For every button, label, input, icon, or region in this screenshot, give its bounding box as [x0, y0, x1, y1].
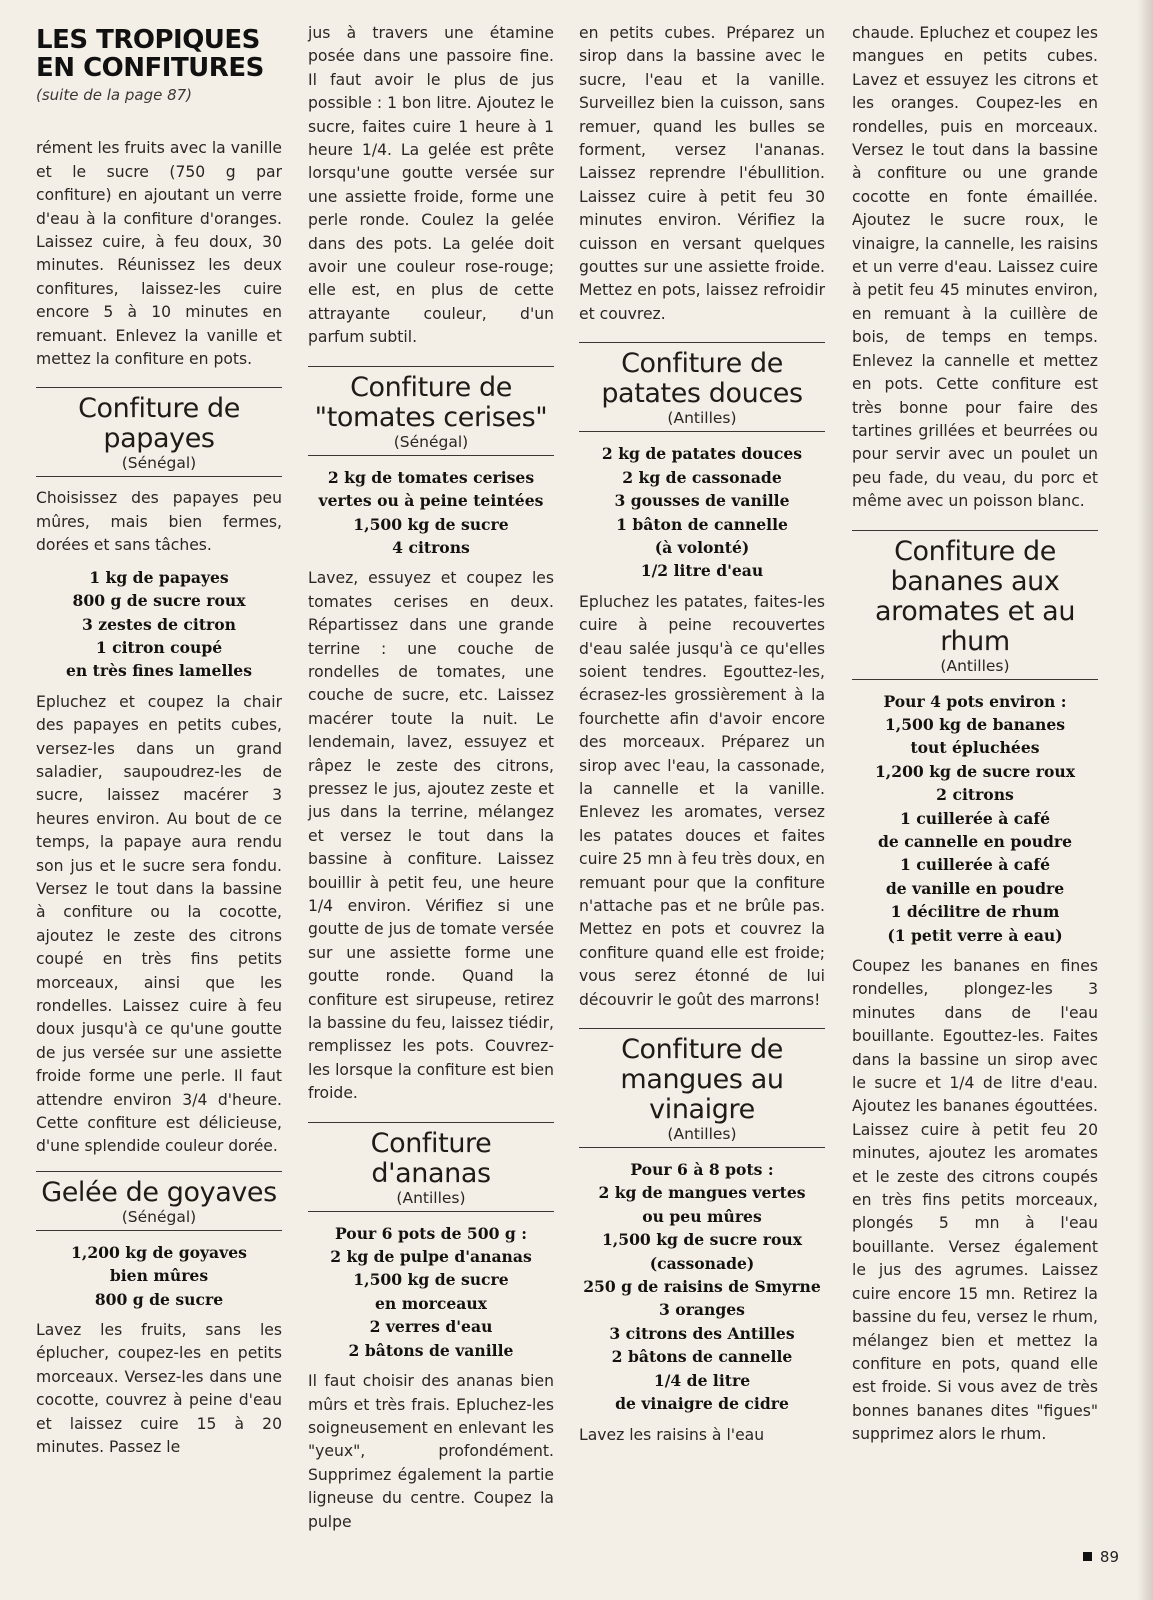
ingredient-line: 3 oranges: [659, 1300, 745, 1320]
recipe-origin: (Antilles): [940, 656, 1010, 675]
ingredient-line: bien mûres: [109, 1266, 209, 1286]
ingredient-list-ananas: [308, 1222, 554, 1362]
ingredient-line: 1 citron coupé: [95, 637, 223, 657]
recipe-origin: (Antilles): [667, 409, 737, 428]
section-divider: [36, 387, 282, 388]
ingredient-line: de vinaigre de cidre: [615, 1394, 789, 1414]
ingredient-line: 1,500 kg de sucre roux: [601, 1230, 803, 1250]
ingredient-line: 2 kg de pulpe d'ananas: [330, 1247, 532, 1267]
ingredient-line: 3 zestes de citron: [82, 614, 236, 634]
recipe-text-continued: chaude. Epluchez et coupez les mangues en petits cubes. Lavez et essuyez les citrons et les oranges. Coupez-les en rondelles, puis en morceaux. Versez le tout dans la bassine à confiture ou une grande cocotte en fonte émaillée. Ajoutez le sucre roux, le vinaigre, la cannelle, les raisins et un verre d'eau. Laissez cuire à petit feu 45 minutes environ, en remuant à la cuillère de bois, de temps en temps. Enlevez la cannelle et mettez en pots. Cette confiture est très bonne pour faire des tartines grillées et beurrées ou pour servir avec un poulet un peu fade, du veau, du porc et même avec un poisson blanc.: [852, 24, 1098, 511]
ingredient-line: 2 kg de mangues vertes: [598, 1183, 806, 1203]
page-edge-shadow: [1137, 0, 1153, 1600]
recipe-origin: (Antilles): [396, 1188, 466, 1207]
recipe-title-bananes: Confiture de bananes aux aromates et au rhum: [874, 535, 1076, 657]
end-square-icon: [1083, 1552, 1092, 1561]
ingredient-list-mangues: [579, 1158, 825, 1415]
ingredient-line: 800 g de sucre roux: [72, 591, 246, 611]
column-2: [308, 22, 554, 1534]
title-divider: [308, 1211, 554, 1212]
ingredient-line: 1 cuillerée à café: [899, 855, 1051, 875]
ingredient-line: vertes ou à peine teintées: [318, 491, 544, 511]
ingredient-line: 1,200 kg de sucre roux: [874, 761, 1076, 781]
ingredient-line: (1 petit verre à eau): [887, 925, 1063, 945]
ingredient-line: tout épluchées: [910, 738, 1040, 758]
column-1: [36, 26, 282, 1460]
ingredient-list-patates: [579, 442, 825, 582]
ingredient-line: 1 décilitre de rhum: [890, 902, 1060, 922]
section-divider: [36, 1171, 282, 1172]
ingredient-line: 3 citrons des Antilles: [609, 1323, 795, 1343]
title-divider: [579, 431, 825, 432]
ingredient-line: 1/4 de litre: [653, 1370, 751, 1390]
recipe-origin: (Sénégal): [121, 1207, 197, 1226]
recipe-origin: (Sénégal): [121, 454, 197, 473]
ingredient-list-goyaves: [36, 1241, 282, 1311]
section-divider: [308, 1122, 554, 1123]
ingredient-line: 800 g de sucre: [94, 1289, 224, 1309]
section-divider: [579, 342, 825, 343]
recipe-text: Epluchez et coupez la chair des papayes en petits cubes, versez-les dans un grand saladier, saupoudrez-les de sucre, laissez macérer 3 heures environ. Au bout de ce temps, la papaye aura rendu son jus et le sucre sera fondu. Versez le tout dans la bassine à confiture ou la cocotte, ajoutez le zeste des citrons coupé en très fins petits morceaux, ainsi que les rondelles. Laissez cuire à feu doux jusqu'à ce qu'une goutte de jus versée sur une assiette froide forme une perle. Il faut attendre environ 3/4 d'heure. Cette confiture est délicieuse, d'une splendide couleur dorée.: [36, 692, 282, 1156]
title-divider: [36, 1230, 282, 1231]
recipe-origin: (Antilles): [667, 1125, 737, 1144]
title-divider: [36, 476, 282, 477]
ingredient-line: 250 g de raisins de Smyrne: [583, 1277, 821, 1297]
ingredient-list-papayes: [36, 566, 282, 683]
ingredient-list-tomates: [308, 466, 554, 560]
section-divider: [579, 1028, 825, 1029]
ingredient-line: Pour 4 pots environ :: [883, 691, 1067, 711]
ingredient-line: 2 verres d'eau: [369, 1317, 493, 1337]
recipe-text: Coupez les bananes en fines rondelles, plongez-les 3 minutes dans de l'eau bouillante. Egouttez-les. Faites dans la bassine un sirop avec le sucre et 1/4 de litre d'eau. Ajoutez les bananes égouttées. Laissez cuire à petit feu 20 minutes, ajoutez les aromates et le zeste des citrons coupés en très fins petits morceaux, plongés 5 mn à l'eau bouillante. Versez également le jus des agrumes. Laissez cuire encore 15 mn. Retirez la bassine du feu, versez le rhum, mélangez bien et mettez la confiture en pots, quand elle est froide. Si vous avez de très bonnes bananes dites "figues" supprimez alors le rhum.: [852, 957, 1098, 1444]
recipe-text: Epluchez les patates, faites-les cuire à peine recouvertes d'eau salée jusqu'à ce qu'elles soient tendres. Egouttez-les, écrasez-les grossièrement à la fourchette afin d'avoir encore des morceaux. Préparez un sirop avec l'eau, la cassonade, la cannelle et la vanille. Enlevez les aromates, versez les patates douces et faites cuire 25 mn à feu très doux, en remuant pour que la confiture n'attache pas et ne brûle pas. Mettez en pots et couvrez la confiture quand elle est froide; vous serez étonné de lui découvrir le goût des marrons!: [579, 592, 825, 1009]
ingredient-line: (cassonade): [649, 1253, 755, 1273]
ingredient-line: de cannelle en poudre: [877, 831, 1073, 851]
recipe-text: Il faut choisir des ananas bien mûrs et très frais. Epluchez-les soigneusement en enlevant les "yeux", profondément. Supprimez également la partie ligneuse du centre. Coupez la pulpe: [308, 1372, 554, 1531]
recipe-text: Lavez, essuyez et coupez les tomates cerises en deux. Répartissez dans une grande terrine : une couche de rondelles de tomates, une couche de sucre, etc. Laissez macérer toute la nuit. Le lendemain, lavez, essuyez et râpez le zeste des citrons, pressez le jus, ajoutez zeste et jus dans la terrine, mélangez et versez le tout dans la bassine à confiture. Laissez bouillir à petit feu, une heure 1/4 environ. Vérifiez si une goutte de jus de tomate versée sur une assiette forme une goutte ronde. Quand la confiture est sirupeuse, retirez la bassine du feu, laissez tiédir, remplissez les pots. Couvrez-les lorsque la confiture est bien froide.: [308, 569, 554, 1103]
section-divider: [852, 530, 1098, 531]
ingredient-line: (à volonté): [654, 537, 750, 557]
ingredient-line: 1/2 litre d'eau: [640, 561, 764, 581]
recipe-text: Lavez les fruits, sans les éplucher, coupez-les en petits morceaux. Versez-les dans une cocotte, couvrez à peine d'eau et laissez cuire 15 à 20 minutes. Passez le: [36, 1321, 282, 1457]
column-4: [852, 22, 1098, 1447]
ingredient-line: 1,500 kg de sucre: [353, 514, 509, 534]
section-divider: [308, 366, 554, 367]
ingredient-line: 1 cuillerée à café: [899, 808, 1051, 828]
ingredient-line: 2 kg de patates douces: [601, 444, 803, 464]
ingredient-line: 2 bâtons de vanille: [348, 1340, 514, 1360]
ingredient-line: de vanille en poudre: [885, 878, 1065, 898]
ingredient-line: 2 citrons: [936, 785, 1014, 805]
ingredient-line: ou peu mûres: [642, 1206, 762, 1226]
ingredient-line: 4 citrons: [392, 537, 470, 557]
recipe-text: Lavez les raisins à l'eau: [579, 1425, 765, 1444]
ingredient-list-bananes: [852, 690, 1098, 947]
ingredient-line: 2 kg de tomates cerises: [327, 467, 535, 487]
recipe-title-papayes: Confiture de papayes: [78, 393, 240, 455]
ingredient-line: 1 bâton de cannelle: [616, 514, 788, 534]
ingredient-line: 2 kg de cassonade: [622, 467, 782, 487]
ingredient-line: 1 kg de papayes: [89, 567, 229, 587]
recipe-origin: (Sénégal): [393, 432, 469, 451]
recipe-title-tomates: Confiture de "tomates cerises": [314, 371, 548, 433]
column-3: [579, 22, 825, 1447]
ingredient-line: en morceaux: [375, 1293, 487, 1313]
recipe-intro: Choisissez des papayes peu mûres, mais bien fermes, dorées et sans tâches.: [36, 489, 282, 555]
ingredient-line: 3 gousses de vanille: [614, 491, 790, 511]
continued-note: (suite de la page 87): [36, 86, 193, 104]
ingredient-line: Pour 6 à 8 pots :: [630, 1160, 774, 1180]
page-number: 89: [1099, 1548, 1119, 1566]
page-folio: [1083, 1548, 1119, 1566]
ingredient-line: 1,500 kg de bananes: [884, 714, 1066, 734]
series-title: LES TROPIQUES EN CONFITURES: [36, 25, 264, 83]
ingredient-line: en très fines lamelles: [65, 661, 253, 681]
recipe-title-goyaves: Gelée de goyaves: [41, 1176, 277, 1208]
ingredient-line: Pour 6 pots de 500 g :: [334, 1223, 527, 1243]
title-divider: [308, 455, 554, 456]
recipe-text-continued: en petits cubes. Préparez un sirop dans la bassine avec le sucre, l'eau et la vanille. Surveillez bien la cuisson, sans remuer, quand les bulles se forment, versez l'ananas. Laissez reprendre l'ébullition. Laissez cuire à petit feu 30 minutes environ. Vérifiez la cuisson en versant quelques gouttes sur une assiette froide. Mettez en pots, laissez refroidir et couvrez.: [579, 24, 825, 323]
ingredient-line: 2 bâtons de cannelle: [611, 1347, 793, 1367]
recipe-title-patates: Confiture de patates douces: [601, 348, 803, 410]
recipe-title-mangues: Confiture de mangues au vinaigre: [620, 1034, 784, 1126]
intro-paragraph: rément les fruits avec la vanille et le sucre (750 g par confiture) en ajoutant un verre d'eau à la confiture d'oranges. Laissez cuire, à feu doux, 30 minutes. Réunissez les deux confitures, laissez-les cuire encore 5 à 10 minutes en remuant. Enlevez la vanille et mettez la confiture en pots.: [36, 139, 282, 369]
recipe-title-ananas: Confiture d'ananas: [370, 1127, 492, 1189]
title-divider: [579, 1147, 825, 1148]
title-divider: [852, 679, 1098, 680]
recipe-text-continued: jus à travers une étamine posée dans une passoire fine. Il faut avoir le plus de jus possible : 1 bon litre. Ajoutez le sucre, faites cuire 1 heure à 1 heure 1/4. La gelée est prête lorsqu'une goutte versée sur une assiette froide, forme une perle ronde. Coulez la gelée dans des pots. La gelée doit avoir une couleur rose-rouge; elle est, en plus de cette attrayante couleur, d'un parfum subtil.: [308, 24, 554, 347]
ingredient-line: 1,500 kg de sucre: [353, 1270, 509, 1290]
ingredient-line: 1,200 kg de goyaves: [71, 1242, 247, 1262]
